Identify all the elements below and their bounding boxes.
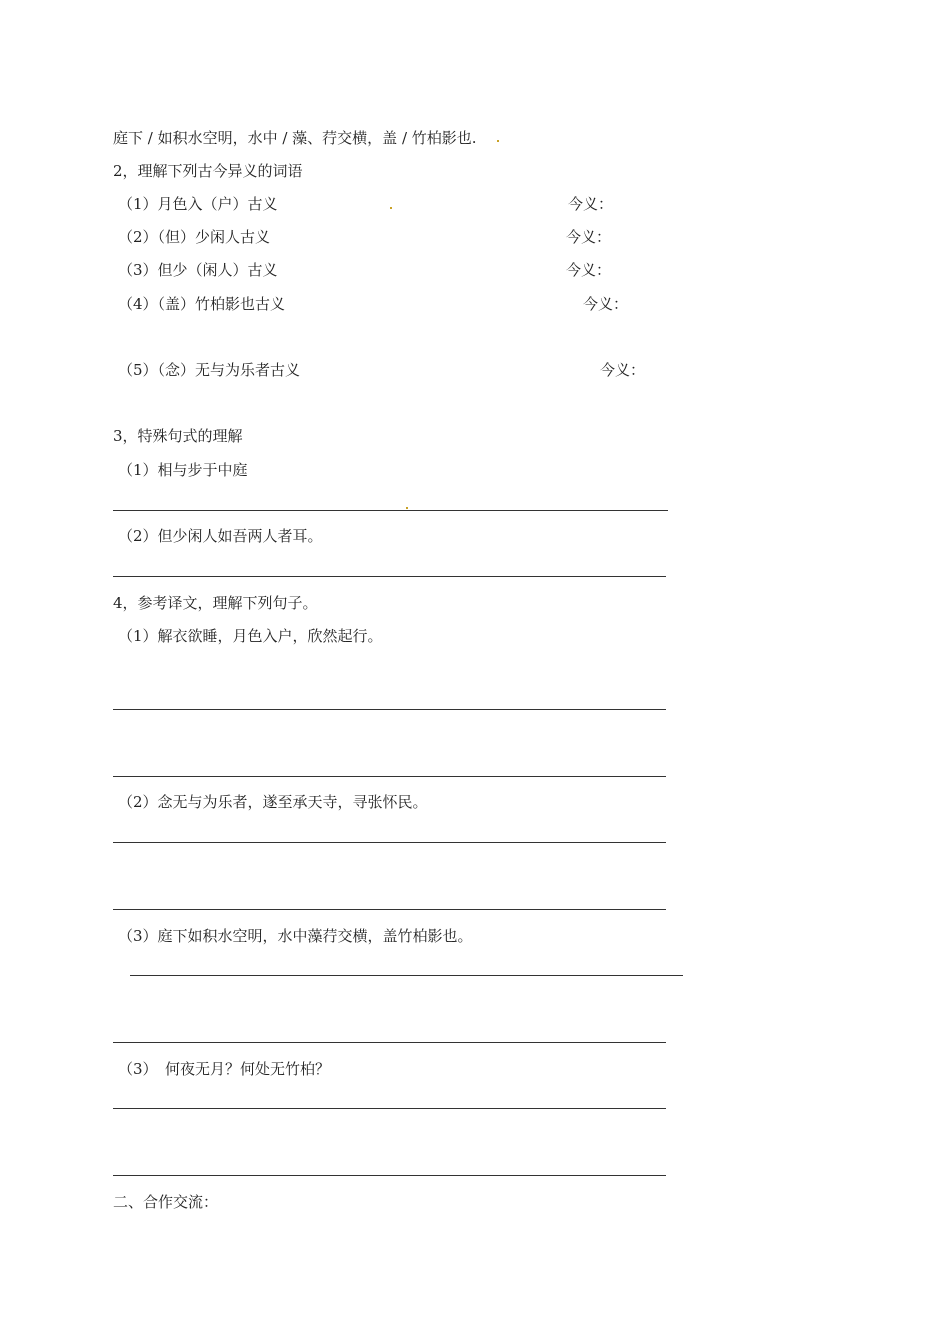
answer-line	[113, 1108, 666, 1109]
s2-item-4-left: （4）（盖）竹柏影也古义	[118, 295, 286, 313]
answer-line	[113, 1175, 666, 1176]
section-3-heading: 3，特殊句式的理解	[113, 427, 243, 445]
s2-item-5-right: 今义：	[600, 361, 646, 379]
section-4-heading: 4，参考译文，理解下列句子。	[113, 594, 318, 612]
answer-line	[113, 909, 666, 910]
s4-item-2: （2）念无与为乐者，遂至承天寺，寻张怀民。	[118, 793, 428, 811]
answer-line	[113, 842, 666, 843]
stray-mark	[390, 207, 392, 209]
s4-item-3: （3）庭下如积水空明，水中藻荇交横，盖竹柏影也。	[118, 927, 473, 945]
s2-item-1-right: 今义：	[568, 195, 614, 213]
s2-item-3-left: （3）但少（闲人）古义	[118, 261, 278, 279]
stray-mark	[497, 140, 499, 142]
s3-item-1: （1）相与步于中庭	[118, 461, 248, 479]
s4-item-4: （3） 何夜无月？何处无竹柏？	[118, 1060, 331, 1078]
section-2-heading: 2，理解下列古今异义的词语	[113, 162, 303, 180]
s3-item-2: （2）但少闲人如吾两人者耳。	[118, 527, 323, 545]
answer-line	[113, 709, 666, 710]
answer-line	[113, 1042, 666, 1043]
s2-item-1-left: （1）月色入（户）古义	[118, 195, 278, 213]
s2-item-2-left: （2）（但）少闲人古义	[118, 228, 271, 246]
text-line-s1: 庭下 / 如积水空明，水中 / 藻、荇交横，盖 / 竹柏影也.	[113, 129, 477, 147]
answer-line	[113, 776, 666, 777]
section-5-heading: 二、合作交流：	[113, 1193, 219, 1211]
s2-item-4-right: 今义：	[583, 295, 629, 313]
answer-line	[113, 510, 668, 511]
s2-item-3-right: 今义：	[566, 261, 612, 279]
stray-mark	[406, 507, 408, 509]
s4-item-1: （1）解衣欲睡，月色入户，欣然起行。	[118, 627, 383, 645]
answer-line	[130, 975, 683, 976]
s2-item-2-right: 今义：	[566, 228, 612, 246]
answer-line	[113, 576, 666, 577]
s2-item-5-left: （5）（念）无与为乐者古义	[118, 361, 301, 379]
